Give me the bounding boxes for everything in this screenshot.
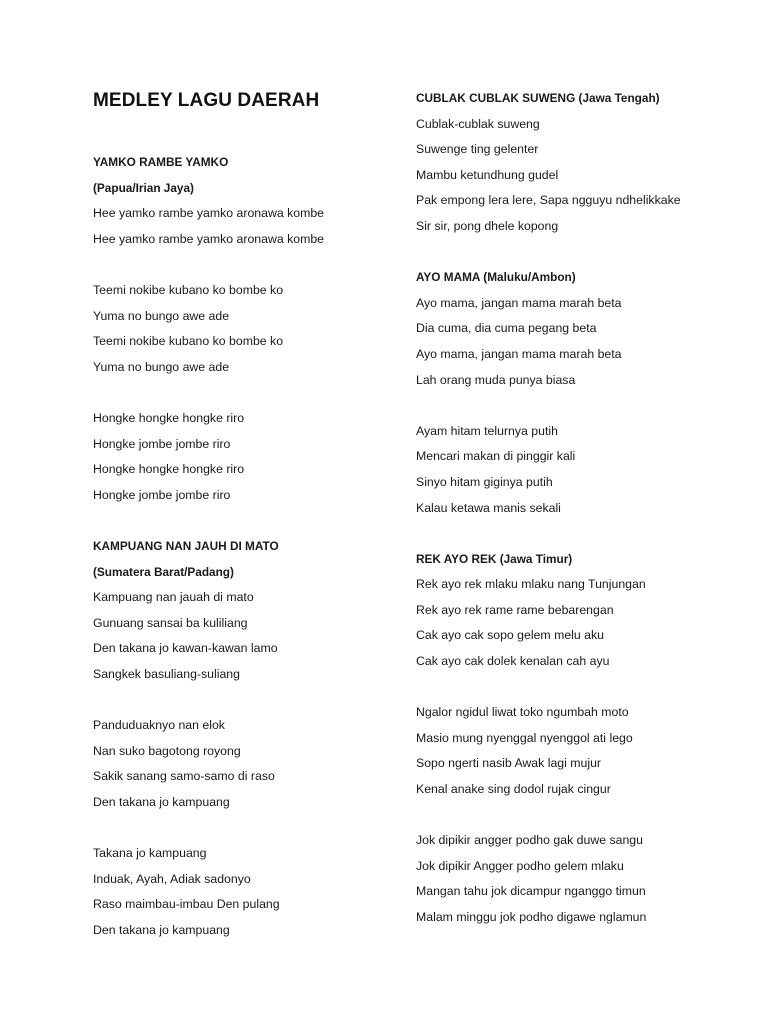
stanza bbox=[93, 841, 413, 943]
lyric-line: Dia cuma, dia cuma pegang beta bbox=[416, 321, 597, 336]
lyric-line: Mambu ketundhung gudel bbox=[416, 167, 559, 182]
song-block bbox=[416, 86, 736, 240]
lyric-line: Cak ayo cak dolek kenalan cah ayu bbox=[416, 654, 610, 669]
stanza-spacer bbox=[416, 803, 736, 829]
lyric-line: Hongke hongke hongke riro bbox=[93, 462, 245, 477]
lyric-line: Suwenge ting gelenter bbox=[416, 142, 539, 157]
song-title: AYO MAMA (Maluku/Ambon) bbox=[416, 270, 576, 285]
song-block bbox=[416, 547, 736, 931]
song-title: REK AYO REK (Jawa Timur) bbox=[416, 551, 573, 566]
song-title: YAMKO RAMBE YAMKO bbox=[93, 155, 229, 169]
lyric-line: Hee yamko rambe yamko aronawa kombe bbox=[93, 206, 325, 221]
lyric-line: Sir sir, pong dhele kopong bbox=[416, 218, 559, 233]
page-title: MEDLEY LAGU DAERAH bbox=[93, 90, 320, 111]
song-spacer bbox=[93, 508, 413, 534]
lyric-line: Hongke hongke hongke riro bbox=[93, 410, 245, 425]
right-column bbox=[416, 86, 736, 931]
stanza bbox=[93, 201, 413, 252]
lyric-line: Induak, Ayah, Adiak sadonyo bbox=[93, 871, 251, 886]
stanza-spacer bbox=[416, 675, 736, 701]
lyric-line: Malam minggu jok podho digawe nglamun bbox=[416, 910, 647, 924]
stanza bbox=[93, 585, 413, 687]
lyric-line: Hongke jombe jombe riro bbox=[93, 487, 231, 502]
stanza bbox=[416, 419, 736, 521]
lyric-line: Raso maimbau-imbau Den pulang bbox=[93, 897, 280, 912]
stanza bbox=[416, 291, 736, 393]
lyric-line: Den takana jo kawan-kawan lamo bbox=[93, 641, 278, 656]
stanza bbox=[93, 278, 413, 380]
stanza-spacer bbox=[93, 380, 413, 406]
lyric-line: Mencari makan di pinggir kali bbox=[416, 449, 576, 464]
lyric-line: Ayo mama, jangan mama marah beta bbox=[416, 295, 622, 310]
lyric-line: Sinyo hitam giginya putih bbox=[416, 474, 553, 489]
lyric-line: Jok dipikir Angger podho gelem mlaku bbox=[416, 858, 624, 873]
lyric-line: Yuma no bungo awe ade bbox=[93, 359, 230, 374]
stanza bbox=[93, 406, 413, 508]
lyric-line: Ayo mama, jangan mama marah beta bbox=[416, 346, 622, 361]
stanza-spacer bbox=[416, 393, 736, 419]
stanza bbox=[416, 112, 736, 240]
lyric-line: Sopo ngerti nasib Awak lagi mujur bbox=[416, 756, 602, 771]
stanza bbox=[416, 572, 736, 674]
lyric-line: Cublak-cublak suweng bbox=[416, 116, 540, 131]
stanza-spacer bbox=[93, 687, 413, 713]
lyric-line: Masio mung nyenggal nyenggol ati lego bbox=[416, 730, 633, 745]
lyric-line: Jok dipikir angger podho gak duwe sangu bbox=[416, 833, 643, 848]
lyric-line: Rek ayo rek mlaku mlaku nang Tunjungan bbox=[416, 577, 646, 592]
lyric-line: Mangan tahu jok dicampur nganggo timun bbox=[416, 884, 646, 899]
lyric-line: Hee yamko rambe yamko aronawa kombe bbox=[93, 231, 325, 246]
lyric-line: Takana jo kampuang bbox=[93, 846, 207, 861]
song-block bbox=[93, 150, 413, 508]
lyric-line: Lah orang muda punya biasa bbox=[416, 372, 576, 387]
lyric-line: Kalau ketawa manis sekali bbox=[416, 500, 561, 515]
song-block bbox=[93, 534, 413, 944]
stanza bbox=[416, 700, 736, 802]
lyric-line: Teemi nokibe kubano ko bombe ko bbox=[93, 334, 284, 349]
lyric-line: Yuma no bungo awe ade bbox=[93, 308, 230, 323]
lyric-line: Ngalor ngidul liwat toko ngumbah moto bbox=[416, 705, 629, 720]
left-column bbox=[93, 150, 413, 943]
song-spacer bbox=[416, 240, 736, 266]
song-spacer bbox=[416, 521, 736, 547]
stanza bbox=[93, 713, 413, 815]
song-block bbox=[416, 265, 736, 521]
lyric-line: Hongke jombe jombe riro bbox=[93, 436, 231, 451]
lyric-line: Teemi nokibe kubano ko bombe ko bbox=[93, 282, 284, 297]
stanza bbox=[416, 828, 736, 930]
lyric-line: Den takana jo kampuang bbox=[93, 794, 230, 809]
lyric-line: Ayam hitam telurnya putih bbox=[416, 423, 558, 438]
lyric-line: Kenal anake sing dodol rujak cingur bbox=[416, 782, 611, 797]
lyric-line: Panduduaknyo nan elok bbox=[93, 718, 225, 733]
lyric-line: Sangkek basuliang-suliang bbox=[93, 666, 240, 681]
lyric-line: Gunuang sansai ba kuliliang bbox=[93, 615, 248, 630]
lyric-line: Cak ayo cak sopo gelem melu aku bbox=[416, 628, 604, 643]
song-title: CUBLAK CUBLAK SUWENG (Jawa Tengah) bbox=[416, 91, 660, 105]
lyric-line: Nan suko bagotong royong bbox=[93, 743, 241, 758]
song-region: (Sumatera Barat/Padang) bbox=[93, 564, 234, 579]
song-title: KAMPUANG NAN JAUH DI MATO bbox=[93, 538, 279, 553]
stanza-spacer bbox=[93, 252, 413, 278]
lyric-line: Rek ayo rek rame rame bebarengan bbox=[416, 602, 614, 617]
stanza-spacer bbox=[93, 815, 413, 841]
lyric-line: Sakik sanang samo-samo di raso bbox=[93, 769, 275, 784]
song-region: (Papua/Irian Jaya) bbox=[93, 180, 194, 195]
lyric-line: Pak empong lera lere, Sapa ngguyu ndhelikkake bbox=[416, 193, 681, 208]
lyric-line: Kampuang nan jauah di mato bbox=[93, 590, 254, 605]
lyric-line: Den takana jo kampuang bbox=[93, 922, 230, 937]
